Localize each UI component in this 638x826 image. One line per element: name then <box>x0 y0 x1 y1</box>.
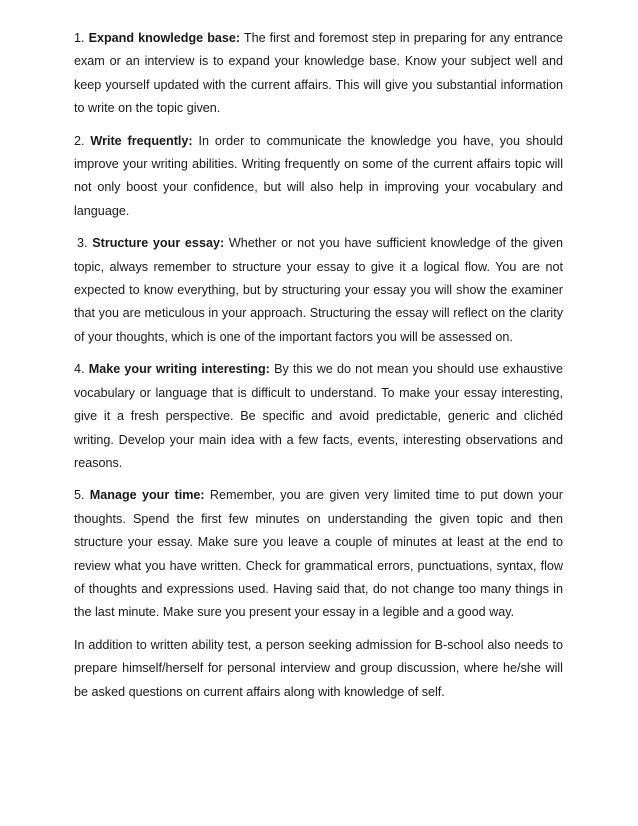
tip-number: 5. <box>74 488 85 503</box>
tip-body: Remember, you are given very limited time to put down your thoughts. Spend the first few minutes on understanding the given topic and then structure your essay. Make sure you leave a couple of minutes at least at the end to review what you have written. Check for grammatical errors, punctuations, syntax, flow of thoughts and expressions used. Having said that, do not change too many things in the last minute. Make sure you present your essay in a legible and a good way. <box>74 488 563 620</box>
tip-heading: Write frequently: <box>90 133 193 148</box>
tip-number: 2. <box>74 133 85 148</box>
tip-paragraph-expand-knowledge <box>74 27 563 121</box>
tip-paragraph-manage-time <box>74 484 563 624</box>
tip-body: In order to communicate the knowledge you have, you should improve your writing abilities. Writing frequently on some of the current affairs topic will not only boost your confidence, but will also help in improving your vocabulary and language. <box>74 133 564 218</box>
tip-number: 1. <box>74 31 85 45</box>
document-page <box>74 27 563 713</box>
tip-heading: Expand knowledge base: <box>88 31 241 45</box>
closing-paragraph: In addition to written ability test, a person seeking admission for B-school also needs to prepare himself/herself for personal interview and group discussion, where he/she will be asked questions on current affairs along with knowledge of self. <box>74 637 563 699</box>
tip-body: By this we do not mean you should use exhaustive vocabulary or language that is difficult to understand. To make your essay interesting, give it a fresh perspective. Be specific and avoid predictable, generic and clichéd writing. Develop your main idea with a few facts, events, interesting observations and reasons. <box>74 362 564 470</box>
tip-heading: Manage your time: <box>89 488 205 503</box>
tip-paragraph-structure-essay <box>74 232 563 349</box>
tip-number: 3. <box>77 236 88 251</box>
tip-heading: Structure your essay: <box>92 236 225 251</box>
tip-body: Whether or not you have sufficient knowledge of the given topic, always remember to structure your essay to give it a logical flow. You are not expected to know everything, but by structuring your essay you will show the examiner that you are meticulous in your approach. Structuring the essay will reflect on the clarity of your thoughts, which is one of the important factors you will be assessed on. <box>74 236 563 344</box>
tip-number: 4. <box>74 362 85 377</box>
tip-heading: Make your writing interesting: <box>88 362 270 377</box>
tip-body: The first and foremost step in preparing for any entrance exam or an interview is to expand your knowledge base. Know your subject well and keep yourself updated with the current affairs. This will give you substantial information to write on the topic given. <box>74 31 564 116</box>
tip-paragraph-write-frequently <box>74 130 563 224</box>
tip-paragraph-writing-interesting <box>74 358 563 475</box>
